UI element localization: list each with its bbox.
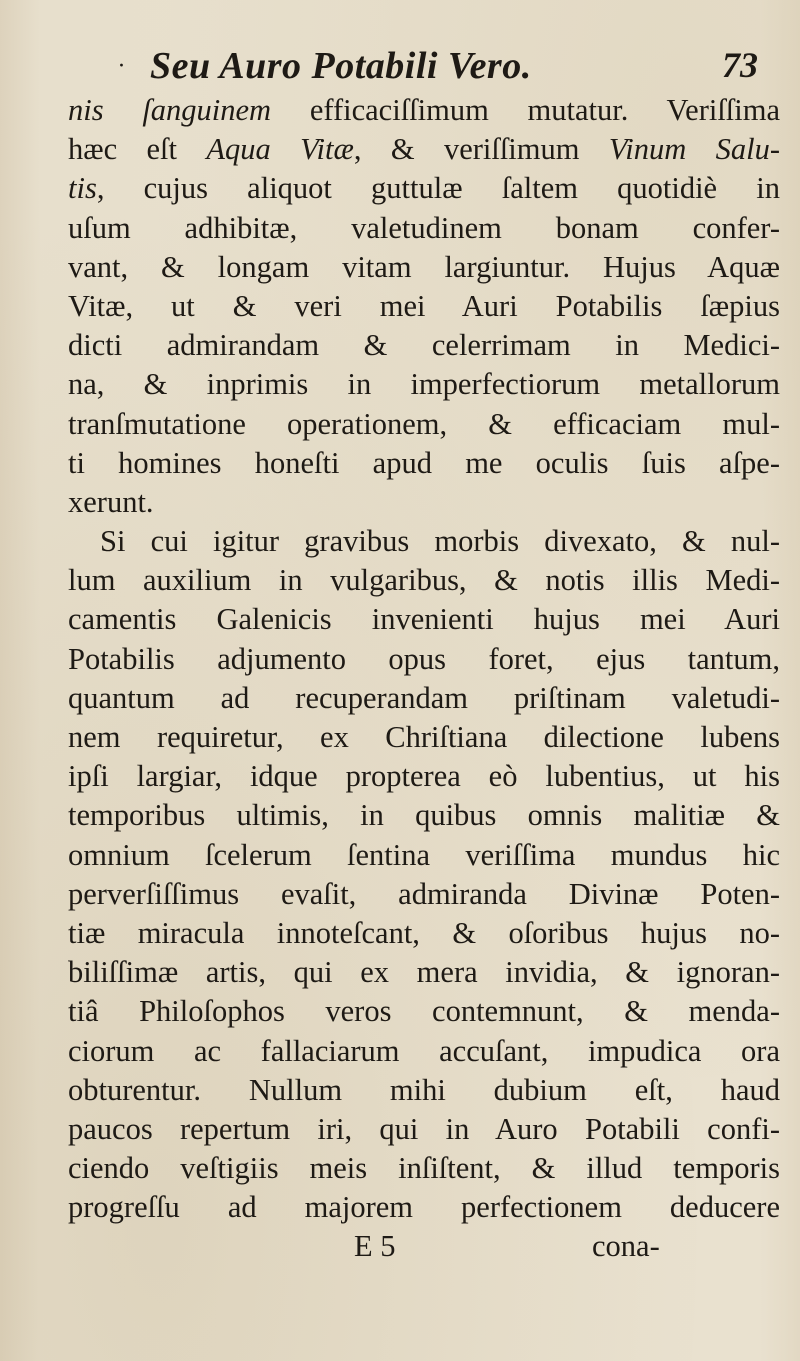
text-line: biliſſimæ artis, qui ex mera invidia, & ignoran- <box>68 955 780 990</box>
page-number: 73 <box>722 45 758 85</box>
text-line: quantum ad recuperandam priſtinam valetudi- <box>68 680 780 715</box>
text-line: lum auxilium in vulgaribus, & notis illis Medi- <box>68 563 780 598</box>
text-fragment: , cujus aliquot guttulæ ſaltem quotidiè in <box>96 171 780 206</box>
text-line <box>68 169 780 208</box>
text-line: ciorum ac fallaciarum accuſant, impudica ora <box>68 1033 780 1068</box>
page-header <box>0 40 800 90</box>
text-fragment: , & veriſſimum <box>353 132 580 167</box>
text-line: ti homines honeſti apud me oculis ſuis aſpe- <box>68 445 780 480</box>
text-fragment: hæc eſt <box>68 132 177 167</box>
text-line: tranſmutatione operationem, & efficaciam mul- <box>68 406 780 441</box>
text-line: tiæ miracula innoteſcant, & oſoribus hujus no- <box>68 915 780 950</box>
header-ornament-dot: · <box>118 54 125 79</box>
text-fragment-italic: nis ſanguinem <box>68 93 272 127</box>
text-line: Potabilis adjumento opus foret, ejus tantum, <box>68 641 780 676</box>
text-line: ipſi largiar, idque propterea eò lubentius, ut his <box>68 759 780 794</box>
text-line: progreſſu ad majorem perfectionem deducere <box>68 1190 780 1225</box>
signature-mark: E 5 <box>354 1229 396 1264</box>
text-line <box>68 91 780 130</box>
text-line: nem requiretur, ex Chriſtiana dilectione lubens <box>68 720 780 754</box>
text-line: omnium ſcelerum ſentina veriſſima mundus hic <box>68 837 780 872</box>
text-line: vant, & longam vitam largiuntur. Hujus Aquæ <box>68 249 780 284</box>
text-fragment: efficaciſſimum mutatur. Veriſſima <box>309 93 780 127</box>
text-fragment-italic: Vinum Salu- <box>608 132 780 167</box>
text-line: dicti admirandam & celerrimam in Medici- <box>68 328 780 363</box>
text-line: camentis Galenicis invenienti hujus mei Auri <box>68 602 780 637</box>
text-line: na, & inprimis in imperfectiorum metallorum <box>68 367 780 402</box>
text-line: temporibus ultimis, in quibus omnis malitiæ & <box>68 798 780 833</box>
catchword: cona- <box>592 1229 660 1264</box>
text-line: perverſiſſimus evaſit, admiranda Divinæ Poten- <box>68 876 780 911</box>
text-line: paucos repertum iri, qui in Auro Potabili confi- <box>68 1111 780 1146</box>
footer-line <box>68 1227 780 1266</box>
text-line: ciendo veſtigiis meis inſiſtent, & illud temporis <box>68 1151 780 1186</box>
text-fragment-italic: tis <box>68 171 97 206</box>
paragraph-start-line: Si cui igitur gravibus morbis divexato, & nul- <box>100 524 780 559</box>
running-title: Seu Auro Potabili Vero. <box>150 45 532 87</box>
text-line: tiâ Philoſophos veros contemnunt, & menda- <box>68 994 780 1029</box>
text-line: Vitæ, ut & veri mei Auri Potabilis ſæpius <box>68 288 780 323</box>
text-line <box>68 130 780 169</box>
text-line: obturentur. Nullum mihi dubium eſt, haud <box>68 1072 780 1107</box>
text-fragment-italic: Aqua Vitæ <box>206 132 354 167</box>
body-text <box>68 91 780 1267</box>
text-line: xerunt. <box>68 484 154 519</box>
text-line: uſum adhibitæ, valetudinem bonam confer- <box>68 210 780 245</box>
